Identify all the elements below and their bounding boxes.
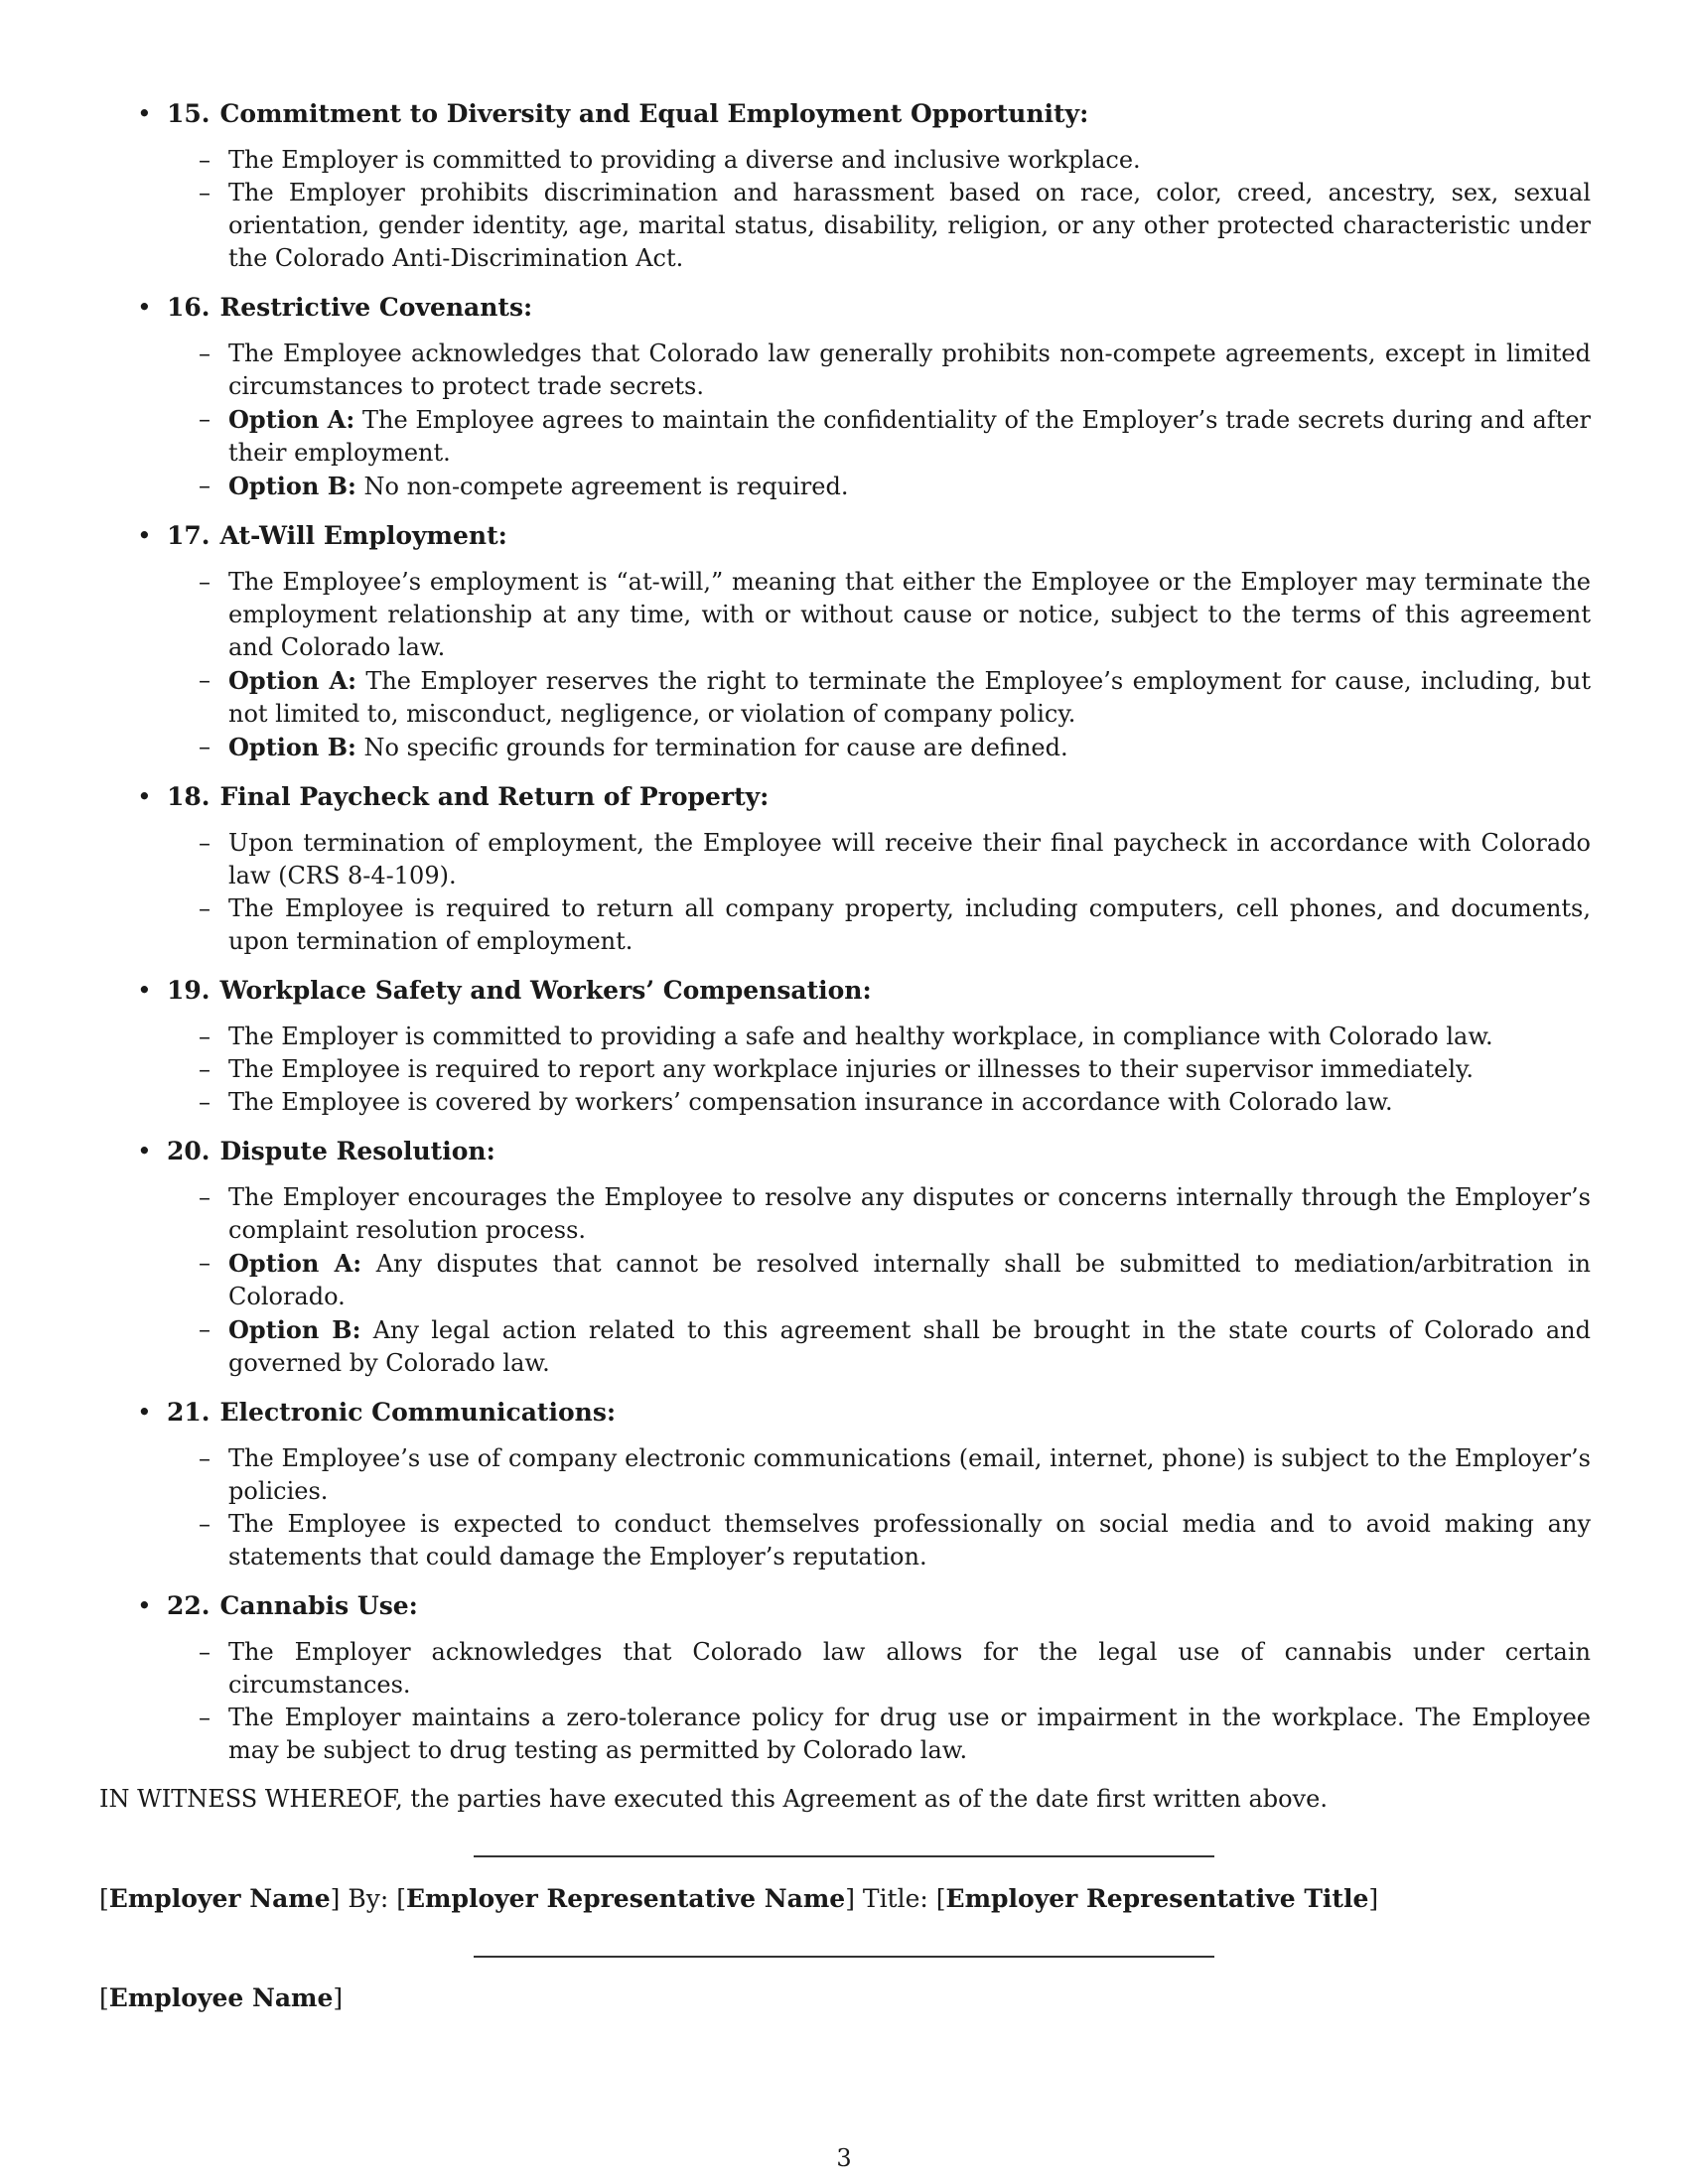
section-15 (99, 97, 1591, 275)
section-19 (99, 974, 1591, 1119)
list-item (99, 566, 1591, 664)
list-item (99, 338, 1591, 403)
dash-icon: – (199, 1444, 211, 1472)
item-text: No non-compete agreement is required. (363, 473, 849, 500)
list-item (99, 144, 1591, 177)
dash-icon: – (199, 405, 211, 433)
section-title: Workplace Safety and Workers’ Compensation: (219, 976, 872, 1005)
section-number: 18. (167, 782, 211, 811)
list-item (99, 1508, 1591, 1573)
section-number: 17. (167, 521, 211, 550)
list-item (99, 1086, 1591, 1119)
section-number: 21. (167, 1398, 211, 1427)
section-heading (99, 1589, 1591, 1622)
section-number: 19. (167, 976, 211, 1005)
sections-list (99, 97, 1591, 1783)
item-text: No specific grounds for termination for cause are defined. (363, 734, 1068, 761)
bullet-icon: • (137, 1137, 152, 1165)
title-label: Title: (862, 1884, 928, 1913)
list-item (99, 664, 1591, 731)
employer-rep-title: Employer Representative Title (945, 1884, 1369, 1913)
section-number: 22. (167, 1591, 211, 1620)
section-items (99, 827, 1591, 958)
section-items (99, 1181, 1591, 1380)
dash-icon: – (199, 1023, 211, 1050)
section-heading (99, 1135, 1591, 1167)
employee-name: Employee Name (108, 1983, 334, 2012)
section-16 (99, 291, 1591, 503)
option-label: Option B: (228, 733, 356, 761)
section-number: 20. (167, 1137, 211, 1165)
employer-signature-block: [Employer Name] By: [Employer Representative Name] Title: [Employer Representative Title] (99, 1884, 1379, 1913)
dash-icon: – (199, 894, 211, 922)
by-label: By: (348, 1884, 389, 1913)
bullet-icon: • (137, 293, 152, 322)
employer-name: Employer Name (108, 1884, 331, 1913)
section-title: Dispute Resolution: (219, 1137, 495, 1165)
item-text: The Employee agrees to maintain the confidentiality of the Employer’s trade secrets during and after their employment. (228, 406, 1591, 467)
dash-icon: – (199, 146, 211, 174)
section-items (99, 1636, 1591, 1767)
dash-icon: – (199, 472, 211, 499)
section-heading (99, 97, 1591, 130)
section-items (99, 338, 1591, 503)
dash-icon: – (199, 1183, 211, 1211)
option-label: Option B: (228, 1315, 361, 1344)
employer-rep-name: Employer Representative Name (405, 1884, 846, 1913)
item-text: Any legal action related to this agreement shall be brought in the state courts of Colorado and governed by Colorado law. (228, 1316, 1591, 1377)
item-text: The Employer prohibits discrimination and harassment based on race, color, creed, ancestry, sex, sexual orientation, gender identity, age, marital status, disability, religion, or any other protected characteristic under the Colorado Anti-Discrimination Act. (228, 179, 1591, 272)
page-number: 3 (836, 2144, 852, 2172)
dash-icon: – (199, 733, 211, 760)
section-heading (99, 1396, 1591, 1429)
option-label: Option A: (228, 666, 356, 695)
section-heading (99, 291, 1591, 324)
section-18 (99, 780, 1591, 958)
dash-icon: – (199, 179, 211, 206)
list-item (99, 177, 1591, 275)
list-item (99, 1021, 1591, 1053)
section-heading (99, 974, 1591, 1007)
item-text: The Employer is committed to providing a safe and healthy workplace, in compliance with Colorado law. (228, 1023, 1493, 1050)
dash-icon: – (199, 340, 211, 367)
section-items (99, 144, 1591, 275)
option-label: Option A: (228, 405, 355, 434)
item-text: The Employer encourages the Employee to resolve any disputes or concerns internally through the Employer’s complaint resolution process. (228, 1183, 1591, 1244)
bullet-icon: • (137, 1398, 152, 1427)
item-text: The Employer is committed to providing a diverse and inclusive workplace. (228, 146, 1141, 174)
item-text: The Employee is covered by workers’ compensation insurance in accordance with Colorado law. (228, 1088, 1393, 1116)
dash-icon: – (199, 1249, 211, 1277)
dash-icon: – (199, 1315, 211, 1343)
section-17 (99, 519, 1591, 764)
section-items (99, 1021, 1591, 1119)
dash-icon: – (199, 1510, 211, 1538)
list-item (99, 1247, 1591, 1313)
section-number: 16. (167, 293, 211, 322)
item-text: The Employee is expected to conduct themselves professionally on social media and to avoid making any statements that could damage the Employer’s reputation. (228, 1510, 1591, 1570)
bullet-icon: • (137, 976, 152, 1005)
list-item (99, 1181, 1591, 1247)
item-text: Any disputes that cannot be resolved internally shall be submitted to mediation/arbitration in Colorado. (228, 1250, 1591, 1310)
list-item (99, 1053, 1591, 1086)
item-text: The Employee’s employment is “at-will,” meaning that either the Employee or the Employer may terminate the employment relationship at any time, with or without cause or notice, subject to the terms of this agreement and Colorado law. (228, 568, 1591, 661)
item-text: The Employer maintains a zero-tolerance policy for drug use or impairment in the workplace. The Employee may be subject to drug testing as permitted by Colorado law. (228, 1704, 1591, 1764)
section-title: Final Paycheck and Return of Property: (219, 782, 770, 811)
witness-statement: IN WITNESS WHEREOF, the parties have executed this Agreement as of the date first written above. (99, 1785, 1328, 1813)
list-item (99, 731, 1591, 764)
section-title: Restrictive Covenants: (219, 293, 533, 322)
item-text: The Employee is required to report any workplace injuries or illnesses to their supervisor immediately. (228, 1055, 1474, 1083)
dash-icon: – (199, 568, 211, 596)
employee-signature-line (474, 1956, 1214, 1958)
list-item (99, 1313, 1591, 1380)
dash-icon: – (199, 666, 211, 694)
list-item (99, 1702, 1591, 1767)
option-label: Option A: (228, 1249, 362, 1278)
section-number: 15. (167, 99, 211, 128)
section-22 (99, 1589, 1591, 1767)
bullet-icon: • (137, 782, 152, 811)
item-text: The Employer reserves the right to terminate the Employee’s employment for cause, including, but not limited to, misconduct, negligence, or violation of company policy. (228, 667, 1592, 728)
section-title: Cannabis Use: (219, 1591, 418, 1620)
section-title: At-Will Employment: (219, 521, 507, 550)
employee-signature-block: [Employee Name] (99, 1983, 344, 2012)
section-20 (99, 1135, 1591, 1380)
section-heading (99, 519, 1591, 552)
section-heading (99, 780, 1591, 813)
item-text: The Employee is required to return all company property, including computers, cell phones, and documents, upon termination of employment. (228, 894, 1591, 955)
list-item (99, 827, 1591, 892)
dash-icon: – (199, 1704, 211, 1731)
list-item (99, 1636, 1591, 1702)
section-items (99, 1442, 1591, 1573)
bullet-icon: • (137, 99, 152, 128)
list-item (99, 1442, 1591, 1508)
dash-icon: – (199, 1638, 211, 1666)
item-text: Upon termination of employment, the Employee will receive their final paycheck in accordance with Colorado law (CRS 8-4-109). (228, 829, 1591, 889)
bullet-icon: • (137, 1591, 152, 1620)
dash-icon: – (199, 1088, 211, 1116)
list-item (99, 403, 1591, 470)
section-items (99, 566, 1591, 764)
item-text: The Employer acknowledges that Colorado law allows for the legal use of cannabis under certain circumstances. (228, 1638, 1591, 1699)
section-title: Electronic Communications: (219, 1398, 617, 1427)
item-text: The Employee acknowledges that Colorado law generally prohibits non-compete agreements, except in limited circumstances to protect trade secrets. (228, 340, 1591, 400)
dash-icon: – (199, 829, 211, 857)
option-label: Option B: (228, 472, 356, 500)
item-text: The Employee’s use of company electronic communications (email, internet, phone) is subject to the Employer’s policies. (228, 1444, 1591, 1505)
employer-signature-line (474, 1855, 1214, 1857)
dash-icon: – (199, 1055, 211, 1083)
bullet-icon: • (137, 521, 152, 550)
list-item (99, 892, 1591, 958)
list-item (99, 470, 1591, 503)
section-title: Commitment to Diversity and Equal Employment Opportunity: (219, 99, 1089, 128)
section-21 (99, 1396, 1591, 1573)
